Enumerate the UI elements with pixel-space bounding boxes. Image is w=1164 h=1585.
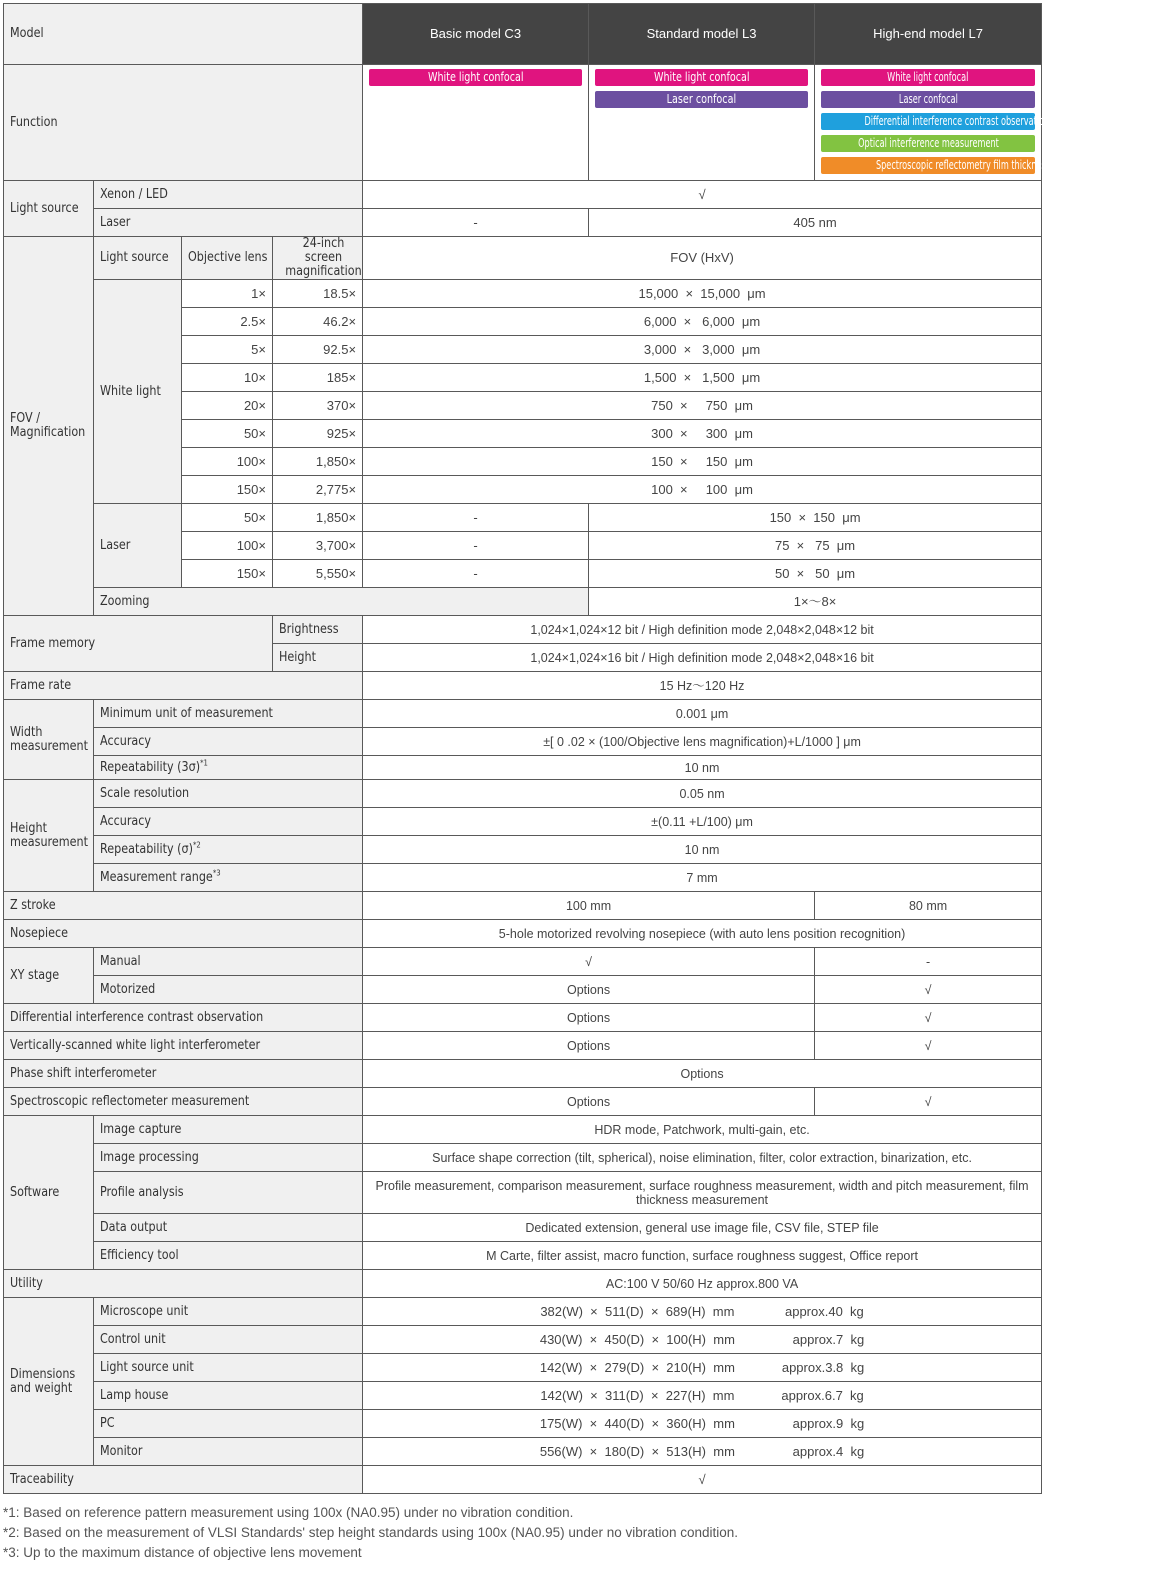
badge-film-thickness: Spectroscopic reflectometry film thickness measurement xyxy=(821,157,1035,174)
mag-value: 3,700× xyxy=(273,532,363,560)
width-repeat-row xyxy=(4,756,1042,780)
mag-value: 2,775× xyxy=(273,476,363,504)
dimension-row xyxy=(4,1438,1042,1466)
function-label: Function xyxy=(4,65,363,181)
light-source-laser-row xyxy=(4,209,1042,237)
lens-value: 150× xyxy=(182,560,273,588)
dimension-row xyxy=(4,1354,1042,1382)
dimension-item-label: Monitor xyxy=(94,1438,363,1466)
utility-label: Utility xyxy=(4,1270,363,1298)
nosepiece-value: 5-hole motorized revolving nosepiece (with auto lens position recognition) xyxy=(363,920,1042,948)
footnote-2: *2: Based on the measurement of VLSI Standards' step height standards using 100x (NA0.95) under no vibration condition. xyxy=(3,1525,739,1540)
psi-row xyxy=(4,1060,1042,1088)
dimension-item-label: Microscope unit xyxy=(94,1298,363,1326)
lens-value: 150× xyxy=(182,476,273,504)
laser-c3-value: - xyxy=(363,532,589,560)
mag-value: 370× xyxy=(273,392,363,420)
fov-value: 300 × 300 μm xyxy=(363,420,1042,448)
software-item-label: Data output xyxy=(94,1214,363,1242)
badge-dic: Differential interference contrast observation xyxy=(821,113,1035,130)
lens-value: 20× xyxy=(182,392,273,420)
utility-row xyxy=(4,1270,1042,1298)
spec-sheet xyxy=(3,3,1110,1494)
software-row xyxy=(4,1172,1042,1214)
dic-label: Differential interference contrast observation xyxy=(4,1004,363,1032)
dimension-item-label: Lamp house xyxy=(94,1382,363,1410)
dic-row xyxy=(4,1004,1042,1032)
zooming-value: 1×～8× xyxy=(589,588,1042,616)
function-row xyxy=(4,65,1042,181)
fov-value: 6,000 × 6,000 μm xyxy=(363,308,1042,336)
footnote-ref: *3 xyxy=(212,868,221,878)
fov-value: 1,500 × 1,500 μm xyxy=(363,364,1042,392)
software-row xyxy=(4,1116,1042,1144)
footnotes xyxy=(3,1503,1043,1563)
frame-rate-row xyxy=(4,672,1042,700)
light-source-xenon-row xyxy=(4,181,1042,209)
laser-l3l7-value: 405 nm xyxy=(589,209,1042,237)
height-scale-row xyxy=(4,780,1042,808)
manual-l7-value: - xyxy=(815,948,1042,976)
fov-white-row xyxy=(4,280,1042,308)
software-item-label: Image processing xyxy=(94,1144,363,1172)
height-range-row xyxy=(4,864,1042,892)
fov-col-fov: FOV (HxV) xyxy=(363,237,1042,280)
traceability-row xyxy=(4,1466,1042,1494)
badge-white-light-confocal: White light confocal xyxy=(595,69,808,86)
lens-value: 50× xyxy=(182,504,273,532)
lens-value: 10× xyxy=(182,364,273,392)
height-repeat-value: 10 nm xyxy=(363,836,1042,864)
xenon-led-label: Xenon / LED xyxy=(94,181,363,209)
badge-white-light-confocal: White light confocal xyxy=(821,69,1035,86)
width-accuracy-value: ±[ 0 .02 × (100/Objective lens magnification)+L/1000 ] μm xyxy=(363,728,1042,756)
scale-resolution-label: Scale resolution xyxy=(94,780,363,808)
laser-label: Laser xyxy=(94,209,363,237)
dimension-item-value: 382(W) × 511(D) × 689(H) mm approx.40 kg xyxy=(363,1298,1042,1326)
mag-value: 18.5× xyxy=(273,280,363,308)
width-accuracy-row xyxy=(4,728,1042,756)
fov-col-objective: Objective lens xyxy=(182,237,273,280)
height-accuracy-label: Accuracy xyxy=(94,808,363,836)
dimension-item-value: 430(W) × 450(D) × 100(H) mm approx.7 kg xyxy=(363,1326,1042,1354)
mag-value: 92.5× xyxy=(273,336,363,364)
dimension-row xyxy=(4,1410,1042,1438)
vswli-label: Vertically-scanned white light interferometer xyxy=(4,1032,363,1060)
mag-value: 1,850× xyxy=(273,504,363,532)
motorized-l7-value: √ xyxy=(815,976,1042,1004)
model-l7-header: High-end model L7 xyxy=(815,4,1042,65)
spectro-c3l3-value: Options xyxy=(363,1088,815,1116)
dimension-item-label: PC xyxy=(94,1410,363,1438)
laser-source-label: Laser xyxy=(94,504,182,588)
vswli-c3l3-value: Options xyxy=(363,1032,815,1060)
lens-value: 5× xyxy=(182,336,273,364)
model-label: Model xyxy=(4,4,363,65)
software-row xyxy=(4,1144,1042,1172)
vswli-l7-value: √ xyxy=(815,1032,1042,1060)
xy-motorized-row xyxy=(4,976,1042,1004)
height-range-value: 7 mm xyxy=(363,864,1042,892)
model-l3-header: Standard model L3 xyxy=(589,4,815,65)
spectro-row xyxy=(4,1088,1042,1116)
dimensions-label: Dimensions and weight xyxy=(4,1298,94,1466)
software-item-value: Surface shape correction (tilt, spherical), noise elimination, filter, color extraction, binarization, etc. xyxy=(363,1144,1042,1172)
fov-laser-row xyxy=(4,504,1042,532)
nosepiece-row xyxy=(4,920,1042,948)
mag-value: 1,850× xyxy=(273,448,363,476)
fov-value: 150 × 150 μm xyxy=(363,448,1042,476)
laser-c3-value: - xyxy=(363,209,589,237)
fov-value: 100 × 100 μm xyxy=(363,476,1042,504)
z-stroke-row xyxy=(4,892,1042,920)
psi-value: Options xyxy=(363,1060,1042,1088)
width-measurement-label: Width measurement xyxy=(4,700,94,780)
function-c3 xyxy=(363,65,589,181)
footnote-1: *1: Based on reference pattern measurement using 100x (NA0.95) under no vibration condition. xyxy=(3,1505,574,1520)
frame-memory-brightness-row xyxy=(4,616,1042,644)
traceability-label: Traceability xyxy=(4,1466,363,1494)
laser-c3-value: - xyxy=(363,560,589,588)
mag-value: 925× xyxy=(273,420,363,448)
badge-laser-confocal: Laser confocal xyxy=(821,91,1035,108)
mag-value: 5,550× xyxy=(273,560,363,588)
software-item-label: Image capture xyxy=(94,1116,363,1144)
dimension-item-value: 556(W) × 180(D) × 513(H) mm approx.4 kg xyxy=(363,1438,1042,1466)
software-item-label: Profile analysis xyxy=(94,1172,363,1214)
manual-label: Manual xyxy=(94,948,363,976)
light-source-label: Light source xyxy=(4,181,94,237)
lens-value: 2.5× xyxy=(182,308,273,336)
footnote-ref: *1 xyxy=(200,758,208,768)
dimension-item-value: 175(W) × 440(D) × 360(H) mm approx.9 kg xyxy=(363,1410,1042,1438)
dimension-item-value: 142(W) × 311(D) × 227(H) mm approx.6.7 kg xyxy=(363,1382,1042,1410)
frame-memory-label: Frame memory xyxy=(4,616,273,672)
height-repeat-row xyxy=(4,836,1042,864)
fov-col-screen: 24-inch screen magnification xyxy=(273,237,363,280)
height-measurement-label: Height measurement xyxy=(4,780,94,892)
footnote-ref: *2 xyxy=(192,840,201,850)
dic-l7-value: √ xyxy=(815,1004,1042,1032)
lens-value: 1× xyxy=(182,280,273,308)
fov-value: 150 × 150 μm xyxy=(589,504,1042,532)
badge-white-light-confocal: White light confocal xyxy=(369,69,582,86)
width-min-unit-row xyxy=(4,700,1042,728)
fov-value: 50 × 50 μm xyxy=(589,560,1042,588)
fov-header-row xyxy=(4,237,1042,280)
dic-c3l3-value: Options xyxy=(363,1004,815,1032)
lens-value: 100× xyxy=(182,448,273,476)
white-light-label: White light xyxy=(94,280,182,504)
lens-value: 50× xyxy=(182,420,273,448)
badge-laser-confocal: Laser confocal xyxy=(595,91,808,108)
frame-rate-label: Frame rate xyxy=(4,672,363,700)
software-item-value: M Carte, filter assist, macro function, surface roughness suggest, Office report xyxy=(363,1242,1042,1270)
z-stroke-l7-value: 80 mm xyxy=(815,892,1042,920)
footnote-3: *3: Up to the maximum distance of objective lens movement xyxy=(3,1545,362,1560)
dimension-row xyxy=(4,1382,1042,1410)
xenon-led-value: √ xyxy=(363,181,1042,209)
dimension-item-label: Control unit xyxy=(94,1326,363,1354)
width-repeat-label: Repeatability $(3\sigma)^{*1}$ xyxy=(94,756,363,780)
fov-value: 750 × 750 μm xyxy=(363,392,1042,420)
function-l7 xyxy=(815,65,1110,181)
height-accuracy-value: ±(0.11 +L/100) μm xyxy=(363,808,1042,836)
software-item-label: Efficiency tool xyxy=(94,1242,363,1270)
fov-value: 15,000 × 15,000 μm xyxy=(363,280,1042,308)
height-label: Height xyxy=(273,644,363,672)
height-repeat-label: Repeatability $(\sigma)^{*2}$ xyxy=(94,836,363,864)
spec-table xyxy=(3,3,1110,1494)
model-c3-header: Basic model C3 xyxy=(363,4,589,65)
nosepiece-label: Nosepiece xyxy=(4,920,363,948)
spectro-label: Spectroscopic reflectometer measurement xyxy=(4,1088,363,1116)
motorized-label: Motorized xyxy=(94,976,363,1004)
height-range-label: Measurement range$^{*3}$ xyxy=(94,864,363,892)
height-value: 1,024×1,024×16 bit / High definition mode 2,048×2,048×16 bit xyxy=(363,644,1042,672)
manual-c3l3-value: √ xyxy=(363,948,815,976)
badge-optical-interference: Optical interference measurement xyxy=(821,135,1035,152)
dimension-item-label: Light source unit xyxy=(94,1354,363,1382)
zooming-row xyxy=(4,588,1042,616)
spectro-l7-value: √ xyxy=(815,1088,1042,1116)
laser-c3-value: - xyxy=(363,504,589,532)
dimension-row xyxy=(4,1298,1042,1326)
zooming-label: Zooming xyxy=(94,588,589,616)
psi-label: Phase shift interferometer xyxy=(4,1060,363,1088)
fov-value: 75 × 75 μm xyxy=(589,532,1042,560)
xy-stage-label: XY stage xyxy=(4,948,94,1004)
motorized-c3l3-value: Options xyxy=(363,976,815,1004)
mag-value: 46.2× xyxy=(273,308,363,336)
height-accuracy-row xyxy=(4,808,1042,836)
software-item-value: Dedicated extension, general use image file, CSV file, STEP file xyxy=(363,1214,1042,1242)
software-item-value: HDR mode, Patchwork, multi-gain, etc. xyxy=(363,1116,1042,1144)
software-row xyxy=(4,1214,1042,1242)
fov-label: FOV / Magnification xyxy=(4,237,94,616)
min-unit-value: 0.001 μm xyxy=(363,700,1042,728)
width-repeat-value: 10 nm xyxy=(363,756,1042,780)
dimension-row xyxy=(4,1326,1042,1354)
header-row xyxy=(4,4,1042,65)
function-l3 xyxy=(589,65,815,181)
software-row xyxy=(4,1242,1042,1270)
fov-value: 3,000 × 3,000 μm xyxy=(363,336,1042,364)
lens-value: 100× xyxy=(182,532,273,560)
xy-manual-row xyxy=(4,948,1042,976)
vswli-row xyxy=(4,1032,1042,1060)
utility-value: AC:100 V 50/60 Hz approx.800 VA xyxy=(363,1270,1042,1298)
z-stroke-c3l3-value: 100 mm xyxy=(363,892,815,920)
width-accuracy-label: Accuracy xyxy=(94,728,363,756)
software-label: Software xyxy=(4,1116,94,1270)
frame-rate-value: 15 Hz～120 Hz xyxy=(363,672,1042,700)
dimension-item-value: 142(W) × 279(D) × 210(H) mm approx.3.8 kg xyxy=(363,1354,1042,1382)
traceability-value: √ xyxy=(363,1466,1042,1494)
scale-resolution-value: 0.05 nm xyxy=(363,780,1042,808)
mag-value: 185× xyxy=(273,364,363,392)
software-item-value: Profile measurement, comparison measurement, surface roughness measurement, width and pitch measurement, film thickness measurement xyxy=(363,1172,1042,1214)
fov-col-light: Light source xyxy=(94,237,182,280)
brightness-label: Brightness xyxy=(273,616,363,644)
min-unit-label: Minimum unit of measurement xyxy=(94,700,363,728)
brightness-value: 1,024×1,024×12 bit / High definition mode 2,048×2,048×12 bit xyxy=(363,616,1042,644)
z-stroke-label: Z stroke xyxy=(4,892,363,920)
